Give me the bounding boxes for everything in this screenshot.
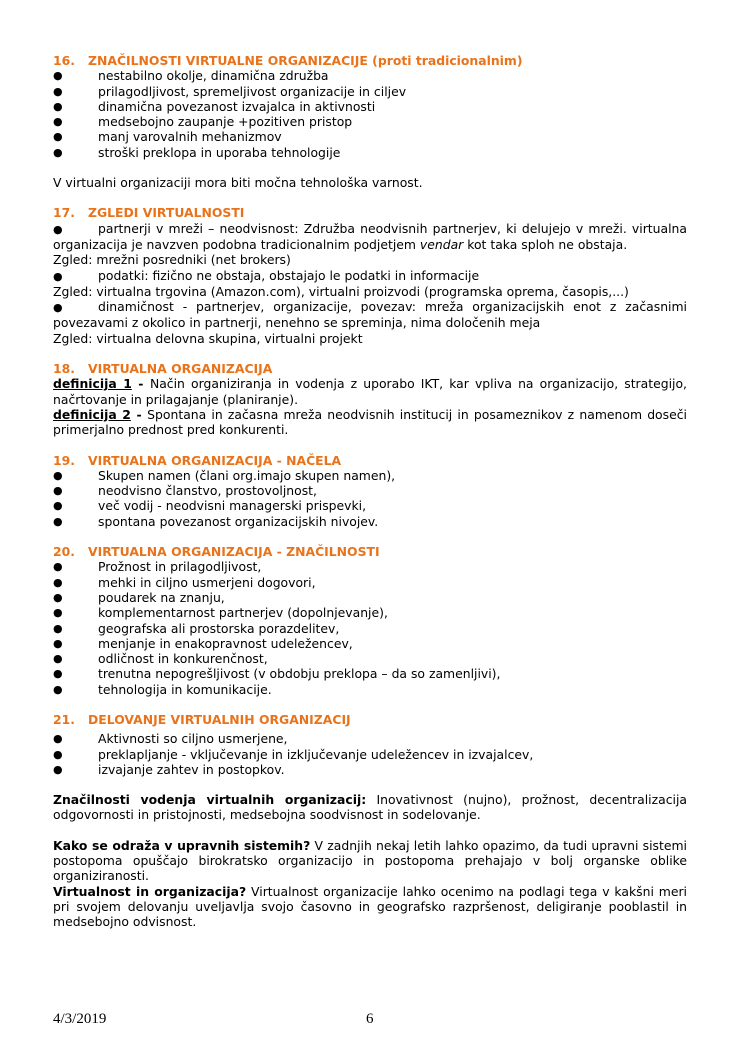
list-item: ● prilagodljivost, spremeljivost organizacije in ciljev <box>53 84 687 99</box>
paragraph-administrative: Kako se odraža v upravnih sistemih? V zadnjih nekaj letih lahko opazimo, da tudi upravni sistemi postopoma opuščajo birokratsko organizacijo in postopoma prehajajo v bolj organske oblike organiziranosti. <box>53 837 687 884</box>
list-item: ● Prožnost in prilagodljivost, <box>53 559 687 574</box>
list-item: ● spontana povezanost organizacijskih nivojev. <box>53 514 687 529</box>
section-16-list <box>53 68 687 160</box>
bullet-icon <box>53 221 98 237</box>
page-number: 6 <box>366 1011 374 1027</box>
list-item: ● Skupen namen (člani org.imajo skupen namen), <box>53 468 687 483</box>
list-item: ● mehki in ciljno usmerjeni dogovori, <box>53 575 687 590</box>
section-16-heading: 16. ZNAČILNOSTI VIRTUALNE ORGANIZACIJE (proti tradicionalnim) <box>53 53 523 68</box>
paragraph-leadership: Značilnosti vodenja virtualnih organizacij: Inovativnost (nujno), prožnost, decentralizacija odgovornosti in pristojnosti, medsebojna soodvisnost in sodelovanje. <box>53 792 687 823</box>
section-17-paragraph-1: ●partnerji v mreži – neodvisnost: Združba neodvisnih partnerjev, ki delujejo v mreži. virtualna organizacija je navzven podobna tradicionalnim podjetjem vendar kot taka sploh ne obstaja. <box>53 221 687 253</box>
list-item: ● nestabilno okolje, dinamična združba <box>53 68 687 83</box>
section-21-heading: 21. DELOVANJE VIRTUALNIH ORGANIZACIJ <box>53 711 351 727</box>
paragraph-virtuality: Virtualnost in organizacija? Virtualnost organizacije lahko ocenimo na podlagi tega v kakšni meri pri svojem delovanju uveljavlja svojo časovno in geografsko razpršenost, deligiranje pooblastil in medsebojno odvisnost. <box>53 883 688 930</box>
list-item: ● dinamična povezanost izvajalca in aktivnosti <box>53 99 687 114</box>
list-item: ● geografska ali prostorska porazdelitev, <box>53 621 687 636</box>
list-item: ● menjanje in enakopravnost udeležencev, <box>53 636 687 651</box>
section-17-paragraph-2: ●podatki: fizično ne obstaja, obstajajo le podatki in informacije <box>53 268 687 284</box>
list-item: ● manj varovalnih mehanizmov <box>53 129 687 144</box>
list-item: ● odličnost in konkurenčnost, <box>53 651 687 666</box>
list-item: ● preklapljanje - vključevanje in izključevanje udeležencev in izvajalcev, <box>53 747 687 762</box>
section-20-heading: 20. VIRTUALNA ORGANIZACIJA - ZNAČILNOSTI <box>53 544 380 560</box>
section-16-note: V virtualni organizaciji mora biti močna tehnološka varnost. <box>53 175 423 191</box>
section-21-list <box>53 731 687 777</box>
list-item: ● stroški preklopa in uporaba tehnologije <box>53 145 687 160</box>
footer-date: 4/3/2019 <box>53 1011 107 1027</box>
section-17-example-2: Zgled: virtualna trgovina (Amazon.com), virtualni proizvodi (programska oprema, časopis,...) <box>53 283 629 299</box>
list-item: ● več vodij - neodvisni managerski prispevki, <box>53 498 687 513</box>
definition-2: definicija 2 - Spontana in začasna mreža neodvisnih institucij in posameznikov z namenom doseči primerjalno prednost pred konkurenti. <box>53 406 687 438</box>
list-item: ● Aktivnosti so ciljno usmerjene, <box>53 731 687 746</box>
section-19-heading: 19. VIRTUALNA ORGANIZACIJA - NAČELA <box>53 452 342 468</box>
list-item: ● trenutna nepogrešljivost (v obdobju preklopa – da so zamenljivi), <box>53 666 687 681</box>
list-item: ● tehnologija in komunikacije. <box>53 682 687 697</box>
list-item: ● poudarek na znanju, <box>53 590 687 605</box>
section-18-heading: 18. VIRTUALNA ORGANIZACIJA <box>53 361 273 377</box>
list-item: ● izvajanje zahtev in postopkov. <box>53 762 687 777</box>
section-17-example-1: Zgled: mrežni posredniki (net brokers) <box>53 252 291 268</box>
section-17-example-3: Zgled: virtualna delovna skupina, virtualni projekt <box>53 330 363 346</box>
list-item: ● medsebojno zaupanje +pozitiven pristop <box>53 114 687 129</box>
list-item: ● neodvisno članstvo, prostovoljnost, <box>53 483 687 498</box>
bullet-icon <box>53 268 98 284</box>
bullet-icon <box>53 299 98 315</box>
section-17-paragraph-3: ●dinamičnost - partnerjev, organizacije, povezav: mreža organizacijskih enot z začasnimi povezavami z okolico in partnerji, nenehno se spreminja, nima določenih meja <box>53 299 687 331</box>
document-body <box>53 53 687 930</box>
section-17-heading: 17. ZGLEDI VIRTUALNOSTI <box>53 205 245 221</box>
list-item: ● komplementarnost partnerjev (dopolnjevanje), <box>53 605 687 620</box>
definition-1: definicija 1 - Način organiziranja in vodenja z uporabo IKT, kar vpliva na organizacijo, strategijo, načrtovanje in prilagajanje (planiranje). <box>53 376 687 407</box>
section-20-list <box>53 559 687 697</box>
section-19-list <box>53 468 687 529</box>
